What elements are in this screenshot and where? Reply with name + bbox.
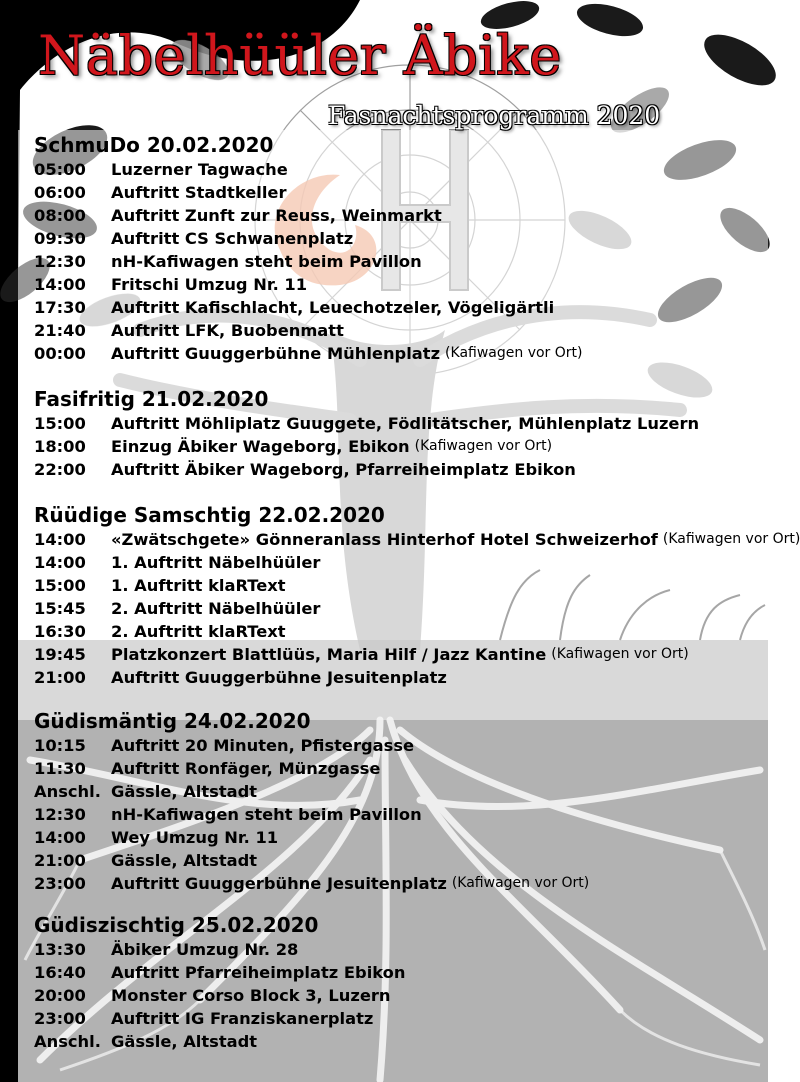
event-title: Auftritt LFK, Buobenmatt <box>111 321 344 340</box>
event-time: 12:30 <box>34 805 86 824</box>
day-heading: Güdismäntig 24.02.2020 <box>34 709 311 733</box>
event-time: 08:00 <box>34 206 86 225</box>
event-title: 2. Auftritt Näbelhüüler <box>111 599 321 618</box>
event-row <box>34 551 800 574</box>
event-title: «Zwätschgete» Gönneranlass Hinterhof Hotel Schweizerhof <box>111 530 658 549</box>
day-heading: Fasifritig 21.02.2020 <box>34 387 269 411</box>
event-time: 15:00 <box>34 414 86 433</box>
event-row <box>34 734 589 757</box>
event-title: Auftritt 20 Minuten, Pfistergasse <box>111 736 415 755</box>
event-row <box>34 435 699 458</box>
event-time: 19:45 <box>34 645 86 664</box>
event-row <box>34 250 582 273</box>
event-time: 00:00 <box>34 344 86 363</box>
event-time: 20:00 <box>34 986 86 1005</box>
event-time: 11:30 <box>34 759 86 778</box>
event-row <box>34 620 800 643</box>
event-row <box>34 643 800 666</box>
event-row <box>34 1030 405 1053</box>
event-title: nH-Kafiwagen steht beim Pavillon <box>111 252 422 271</box>
event-title: Auftritt Ronfäger, Münzgasse <box>111 759 381 778</box>
day-section <box>34 386 699 481</box>
event-row <box>34 528 800 551</box>
event-row <box>34 597 800 620</box>
event-row <box>34 872 589 895</box>
event-row <box>34 342 582 365</box>
event-title: 1. Auftritt Näbelhüüler <box>111 553 321 572</box>
event-title: Luzerner Tagwache <box>111 160 288 179</box>
event-row <box>34 574 800 597</box>
page-title: Näbelhüüler Äbike <box>38 24 562 87</box>
event-row <box>34 938 405 961</box>
event-title: Äbiker Umzug Nr. 28 <box>111 940 299 959</box>
event-time: 23:00 <box>34 1009 86 1028</box>
event-time: 15:00 <box>34 576 86 595</box>
day-section <box>34 708 589 895</box>
event-time: 15:45 <box>34 599 86 618</box>
event-note: (Kafiwagen vor Ort) <box>662 531 800 547</box>
event-time: Anschl. <box>34 782 101 801</box>
event-row <box>34 296 582 319</box>
event-time: 05:00 <box>34 160 86 179</box>
event-title: Auftritt Guuggerbühne Jesuitenplatz <box>111 874 447 893</box>
event-time: 14:00 <box>34 530 86 549</box>
event-row <box>34 204 582 227</box>
event-note: (Kafiwagen vor Ort) <box>445 345 583 361</box>
event-row <box>34 273 582 296</box>
day-heading: SchmuDo 20.02.2020 <box>34 133 274 157</box>
day-heading: Rüüdige Samschtig 22.02.2020 <box>34 503 385 527</box>
event-time: 21:40 <box>34 321 86 340</box>
event-row <box>34 412 699 435</box>
event-title: nH-Kafiwagen steht beim Pavillon <box>111 805 422 824</box>
event-time: 21:00 <box>34 668 86 687</box>
event-row <box>34 780 589 803</box>
event-row <box>34 158 582 181</box>
event-time: 21:00 <box>34 851 86 870</box>
event-note: (Kafiwagen vor Ort) <box>451 875 590 891</box>
event-title: Auftritt Stadtkeller <box>111 183 287 202</box>
day-section <box>34 132 582 365</box>
event-title: Gässle, Altstadt <box>111 782 258 801</box>
event-title: Fritschi Umzug Nr. 11 <box>111 275 308 294</box>
event-row <box>34 757 589 780</box>
event-time: 22:00 <box>34 460 86 479</box>
event-time: 23:00 <box>34 874 86 893</box>
event-row <box>34 1007 405 1030</box>
event-title: Auftritt Guuggerbühne Jesuitenplatz <box>111 668 447 687</box>
page-subtitle: Fasnachtsprogramm 2020 <box>328 101 661 130</box>
event-row <box>34 319 582 342</box>
event-title: Auftritt CS Schwanenplatz <box>111 229 354 248</box>
event-time: 13:30 <box>34 940 86 959</box>
event-time: 06:00 <box>34 183 86 202</box>
event-title: Platzkonzert Blattlüüs, Maria Hilf / Jazz Kantine <box>111 645 547 664</box>
event-row <box>34 849 589 872</box>
day-heading: Güdiszischtig 25.02.2020 <box>34 913 319 937</box>
event-title: Auftritt Zunft zur Reuss, Weinmarkt <box>111 206 442 225</box>
event-row <box>34 803 589 826</box>
event-row <box>34 666 800 689</box>
event-time: 18:00 <box>34 437 86 456</box>
event-time: 17:30 <box>34 298 86 317</box>
event-title: Auftritt Kafischlacht, Leuechotzeler, Vögeligärtli <box>111 298 555 317</box>
event-time: 14:00 <box>34 275 86 294</box>
event-title: Auftritt IG Franziskanerplatz <box>111 1009 374 1028</box>
event-time: 14:00 <box>34 828 86 847</box>
event-row <box>34 984 405 1007</box>
event-time: 16:30 <box>34 622 86 641</box>
event-time: 10:15 <box>34 736 86 755</box>
event-time: 16:40 <box>34 963 86 982</box>
event-title: Wey Umzug Nr. 11 <box>111 828 279 847</box>
event-title: 1. Auftritt klaRText <box>111 576 286 595</box>
event-time: 12:30 <box>34 252 86 271</box>
event-title: Einzug Äbiker Wageborg, Ebikon <box>111 437 410 456</box>
day-section <box>34 912 405 1053</box>
event-time: 09:30 <box>34 229 86 248</box>
event-title: Auftritt Möhliplatz Guuggete, Födlitätscher, Mühlenplatz Luzern <box>111 414 700 433</box>
event-title: 2. Auftritt klaRText <box>111 622 286 641</box>
event-note: (Kafiwagen vor Ort) <box>414 438 553 454</box>
event-note: (Kafiwagen vor Ort) <box>551 646 689 662</box>
event-time: 14:00 <box>34 553 86 572</box>
event-row <box>34 458 699 481</box>
day-section <box>34 502 800 689</box>
event-row <box>34 227 582 250</box>
event-title: Gässle, Altstadt <box>111 851 258 870</box>
event-title: Auftritt Pfarreiheimplatz Ebikon <box>111 963 406 982</box>
event-title: Gässle, Altstadt <box>111 1032 258 1051</box>
event-row <box>34 181 582 204</box>
event-row <box>34 961 405 984</box>
event-row <box>34 826 589 849</box>
event-title: Monster Corso Block 3, Luzern <box>111 986 391 1005</box>
event-title: Auftritt Äbiker Wageborg, Pfarreiheimplatz Ebikon <box>111 460 576 479</box>
event-title: Auftritt Guuggerbühne Mühlenplatz <box>111 344 441 363</box>
event-time: Anschl. <box>34 1032 101 1051</box>
